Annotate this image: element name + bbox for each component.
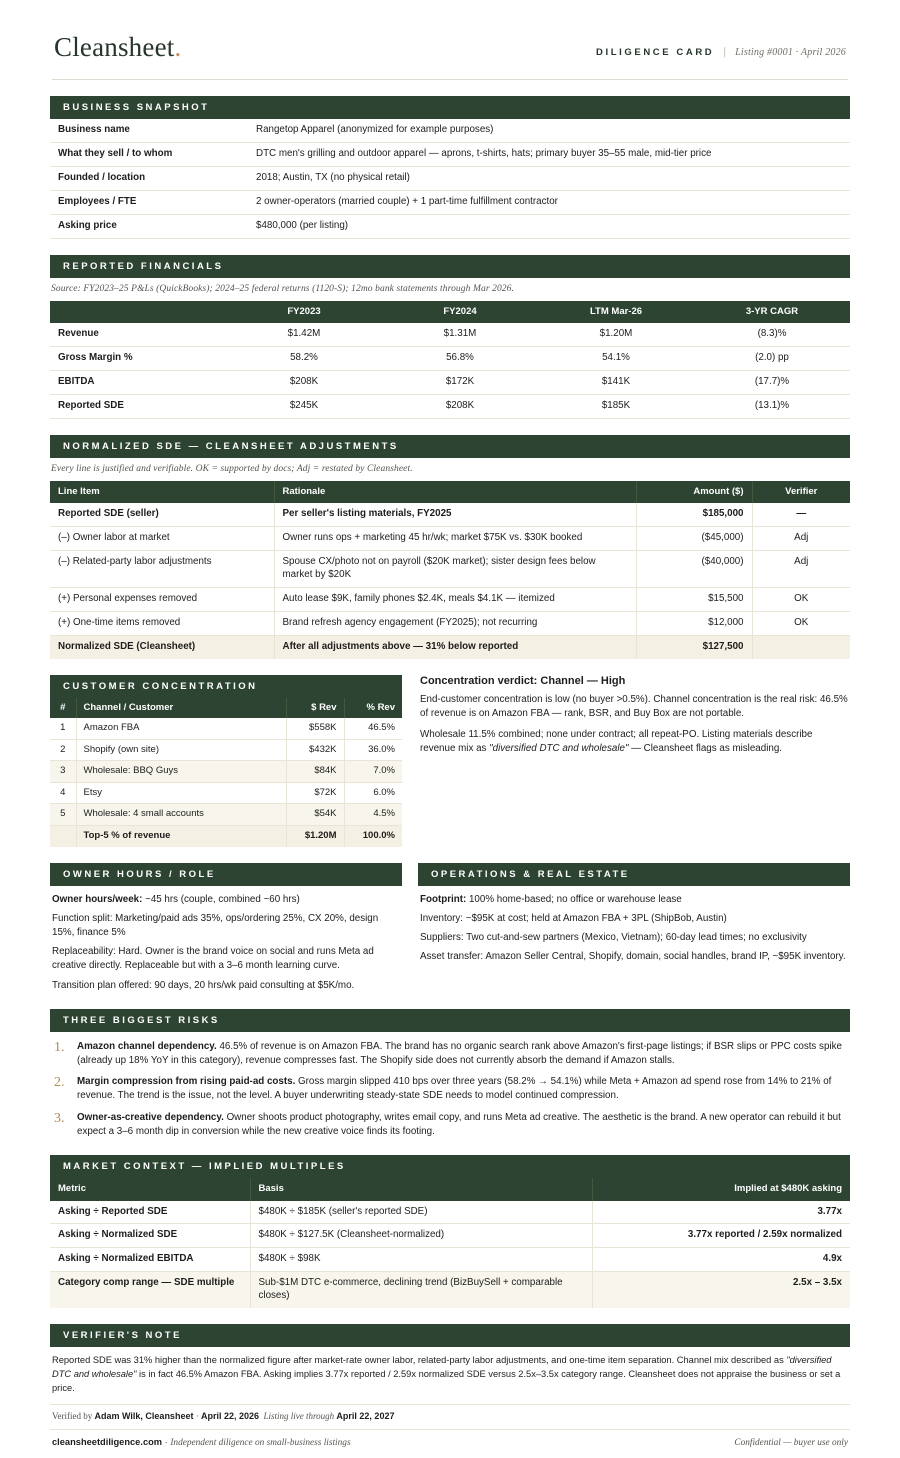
table-row [50,761,402,783]
channel-revenue: $54K [286,804,344,826]
cell-cagr: (8.3)% [694,323,850,346]
risk-text [77,1040,848,1068]
table-row [50,214,850,238]
channel-name: Wholesale: BBQ Guys [76,761,286,783]
section-title-market-context: MARKET CONTEXT — IMPLIED MULTIPLES [50,1155,850,1178]
column-header: Line Item [50,481,274,504]
channel-revenue: $558K [286,718,344,739]
snapshot-label: Founded / location [50,166,248,190]
channel-revenue: $432K [286,739,344,761]
multiple-implied: 2.5x – 3.5x [592,1272,850,1308]
verified-date: April 22, 2026 [200,1410,259,1421]
risk-number: 2. [54,1075,65,1091]
owner-hours-block [50,863,402,993]
vnote-quote: "diversified DTC and wholesale" [52,1355,832,1380]
normalized-sde-table [50,481,850,659]
table-row-total [50,635,850,658]
column-header: $ Rev [286,698,344,719]
adjustment-rationale: Auto lease $9K, family phones $2.4K, meals $4.1K — itemized [274,588,636,612]
section-title-normalized-sde: NORMALIZED SDE — CLEANSHEET ADJUSTMENTS [50,435,850,458]
list-item [54,1040,848,1068]
owner-line-2: Function split: Marketing/paid ads 35%, ops/ordering 25%, CX 20%, design 15%, finance 5% [52,912,379,938]
channel-name: Wholesale: 4 small accounts [76,804,286,826]
table-row [50,611,850,635]
cell-fy2023: $1.42M [226,323,382,346]
section-title-owner-hours: OWNER HOURS / ROLE [50,863,402,886]
multiple-basis: $480K ÷ $185K (seller's reported SDE) [250,1201,592,1224]
column-header: Rationale [274,481,636,504]
channel-percent: 46.5% [344,718,402,739]
adjustment-amount: $127,500 [636,635,752,658]
multiple-implied: 4.9x [592,1248,850,1272]
cell-fy2023: $245K [226,394,382,418]
ops-line-2: Inventory: ~$95K at cost; held at Amazon FBA + 3PL (ShipBob, Austin) [420,912,727,924]
column-header: % Rev [344,698,402,719]
snapshot-value: Rangetop Apparel (anonymized for example purposes) [248,119,850,142]
table-row [50,1201,850,1224]
verdict-title: Concentration verdict: Channel — High [420,674,626,687]
verifier-note-text [50,1347,850,1404]
metric-label: Revenue [50,323,226,346]
table-header-row [50,301,850,324]
masthead [50,26,850,79]
snapshot-label: What they sell / to whom [50,142,248,166]
cell-fy2024: $172K [382,370,538,394]
section-title-business-snapshot: BUSINESS SNAPSHOT [50,96,850,119]
verifier-name: Adam Wilk, Cleansheet [94,1410,194,1421]
multiple-metric: Category comp range — SDE multiple [50,1272,250,1308]
verdict-p2-b: — Cleansheet flags as misleading. [628,743,783,755]
table-row [50,588,850,612]
snapshot-label: Business name [50,119,248,142]
snapshot-label: Employees / FTE [50,190,248,214]
adjustment-item: (+) One-time items removed [50,611,274,635]
risk-text [77,1075,848,1103]
channel-revenue: $84K [286,761,344,783]
column-header [50,301,226,324]
channel-name: Etsy [76,782,286,804]
table-header-row [50,481,850,504]
implied-multiples-table [50,1178,850,1308]
table-row [50,1224,850,1248]
risk-text [77,1111,848,1139]
risk-body: Owner shoots product photography, writes email copy, and runs Meta ad creative. The aesthetic is the brand. A new operator can rebuild it but expect a 3–6 month dip in conversion while the new creative voice finds its footing. [77,1111,841,1137]
adjustment-item: (–) Related-party labor adjustments [50,551,274,588]
footer-left [52,1437,351,1448]
column-header: # [50,698,76,719]
adjustment-rationale: Spouse CX/photo not on payroll ($20K market); sister design fees below market by $20K [274,551,636,588]
financials-source-note: Source: FY2023–25 P&Ls (QuickBooks); 2024–25 federal returns (1120-S); 12mo bank statements through Mar 2026. [51,283,514,294]
table-row [50,347,850,371]
metric-label: Gross Margin % [50,347,226,371]
multiple-implied: 3.77x [592,1201,850,1224]
risks-list [50,1032,850,1139]
table-row [50,1272,850,1308]
section-title-verifier-note: VERIFIER'S NOTE [50,1324,850,1347]
ops-line-3: Suppliers: Two cut-and-sew partners (Mexico, Vietnam); 60-day lead times; no exclusivity [420,931,807,943]
snapshot-value: 2 owner-operators (married couple) + 1 part-time fulfillment contractor [248,190,850,214]
column-header: Implied at $480K asking [592,1178,850,1201]
adjustment-amount: ($40,000) [636,551,752,588]
column-header: 3-YR CAGR [694,301,850,324]
operations-prose [418,886,850,965]
cell-ltm: 54.1% [538,347,694,371]
table-row [50,142,850,166]
table-row [50,119,850,142]
column-header: Metric [50,1178,250,1201]
multiple-metric: Asking ÷ Reported SDE [50,1201,250,1224]
channel-percent: 6.0% [344,782,402,804]
column-header: Channel / Customer [76,698,286,719]
adjustment-verifier: — [752,503,850,526]
cell-ltm: $1.20M [538,323,694,346]
risk-number: 1. [54,1039,65,1055]
table-row [50,1248,850,1272]
customer-concentration-table [50,698,402,847]
rank: 2 [50,739,76,761]
table-row [50,718,402,739]
table-row [50,370,850,394]
signoff [50,1405,850,1429]
total-label: Top-5 % of revenue [76,826,286,847]
cell-cagr: (13.1)% [694,394,850,418]
column-header: FY2024 [382,301,538,324]
channel-percent: 7.0% [344,761,402,783]
table-row [50,527,850,551]
table-row-total [50,826,402,847]
total-percent: 100.0% [344,826,402,847]
section-normalized-sde [50,435,850,659]
multiple-basis: $480K ÷ $127.5K (Cleansheet-normalized) [250,1224,592,1248]
rank: 5 [50,804,76,826]
signoff-prefix: Verified by [52,1410,95,1421]
adjustment-verifier: OK [752,588,850,612]
risk-body: 46.5% of revenue is on Amazon FBA. The brand has no organic search rank above Amazon's first-page listings; if BSR slips or PPC costs spike (already up 18% YoY in this category), revenue compresses fast. The Shopify side does not currently absorb the demand if Amazon stalls. [77,1040,842,1066]
footprint-value: 100% home-based; no office or warehouse lease [466,893,682,905]
vnote-part-a: Reported SDE was 31% higher than the normalized figure after market-rate owner labor, related-party labor adjustments, and one-time item separation. Channel mix described as [52,1355,787,1366]
adjustment-rationale: Owner runs ops + marketing 45 hr/wk; market $75K vs. $30K booked [274,527,636,551]
section-reported-financials [50,255,850,419]
adjustment-rationale: After all adjustments above — 31% below reported [274,635,636,658]
risk-body: Gross margin slipped 410 bps over three years (58.2% → 54.1%) while Meta + Amazon ad spend rose from 14% to 21% of revenue. The trend is the issue, not the level. A buyer underwriting steady-state SDE needs to model continued compression. [77,1076,832,1102]
rank: 4 [50,782,76,804]
snapshot-label: Asking price [50,214,248,238]
adjustment-verifier [752,635,850,658]
adjustment-amount: $15,500 [636,588,752,612]
adjustment-item: (–) Owner labor at market [50,527,274,551]
cell-ltm: $141K [538,370,694,394]
section-title-operations: OPERATIONS & REAL ESTATE [418,863,850,886]
column-header: Amount ($) [636,481,752,504]
cell-ltm: $185K [538,394,694,418]
brand-logo-dot: . [174,32,182,62]
cell-fy2024: 56.8% [382,347,538,371]
section-business-snapshot [50,96,850,239]
owner-line-1 [52,893,400,907]
footprint-label: Footprint: [420,893,467,905]
list-item [54,1111,848,1139]
channel-name: Shopify (own site) [76,739,286,761]
verdict-p2-a: Wholesale 11.5% combined; none under contract; all repeat-PO. Listing materials describe revenue mix as [420,729,813,755]
section-title-risks: THREE BIGGEST RISKS [50,1009,850,1032]
page-footer [50,1430,850,1448]
table-row [50,166,850,190]
table-row [50,782,402,804]
cell-fy2024: $208K [382,394,538,418]
table-row [50,551,850,588]
verdict-paragraph-2 [418,728,850,756]
masthead-right [596,46,846,61]
adjustment-verifier: OK [752,611,850,635]
listing-live-label: Listing live through [263,1410,337,1421]
multiple-metric: Asking ÷ Normalized EBITDA [50,1248,250,1272]
snapshot-value: $480,000 (per listing) [248,214,850,238]
section-market-context [50,1155,850,1308]
adjustment-item: (+) Personal expenses removed [50,588,274,612]
listing-meta: Listing #0001 · April 2026 [735,47,846,58]
table-row [50,503,850,526]
adjustment-verifier: Adj [752,551,850,588]
channel-revenue: $72K [286,782,344,804]
column-header: Basis [250,1178,592,1201]
channel-name: Amazon FBA [76,718,286,739]
cell-fy2023: $208K [226,370,382,394]
channel-percent: 36.0% [344,739,402,761]
verdict-p2-quote: "diversified DTC and wholesale" [489,743,629,755]
document-kicker: DILIGENCE CARD [596,47,715,58]
adjustments-note: Every line is justified and verifiable. OK = supported by docs; Adj = restated by Cleansheet. [51,463,413,474]
owner-line-4: Transition plan offered: 90 days, 20 hrs/wk paid consulting at $5K/mo. [52,979,355,991]
section-title-reported-financials: REPORTED FINANCIALS [50,255,850,278]
section-title-customer-concentration: CUSTOMER CONCENTRATION [50,675,402,698]
adjustment-amount: ($45,000) [636,527,752,551]
adjustment-amount: $12,000 [636,611,752,635]
table-row [50,739,402,761]
risk-headline: Margin compression from rising paid-ad costs. [77,1076,296,1088]
adjustment-item: Normalized SDE (Cleansheet) [50,635,274,658]
section-three-biggest-risks [50,1009,850,1139]
column-header: FY2023 [226,301,382,324]
metric-label: Reported SDE [50,394,226,418]
footer-site[interactable]: cleansheetdiligence.com [52,1436,163,1447]
signoff-sep: · [193,1410,201,1421]
adjustment-amount: $185,000 [636,503,752,526]
brand-logo-text: Cleansheet [54,32,175,62]
table-row [50,394,850,418]
owner-hours-prose [50,886,402,993]
channel-percent: 4.5% [344,804,402,826]
owner-hours-value: ~45 hrs (couple, combined ~60 hrs) [142,893,300,905]
ops-line-1 [420,893,848,907]
masthead-rule [52,79,848,80]
total-revenue: $1.20M [286,826,344,847]
footer-confidential: Confidential — buyer use only [734,1437,848,1448]
adjustment-verifier: Adj [752,527,850,551]
multiple-implied: 3.77x reported / 2.59x normalized [592,1224,850,1248]
cell-fy2024: $1.31M [382,323,538,346]
brand-logo [54,34,181,61]
cell-cagr: (2.0) pp [694,347,850,371]
operations-block [418,863,850,965]
risk-number: 3. [54,1110,65,1126]
cell-fy2023: 58.2% [226,347,382,371]
listing-live-date: April 22, 2027 [336,1410,395,1421]
verdict-paragraph-1: End-customer concentration is low (no buyer >0.5%). Channel concentration is the real risk: 46.5% of revenue is on Amazon FBA — rank, BSR, and Buy Box are not portable. [420,693,848,720]
concentration-verdict [418,675,850,764]
business-snapshot-table [50,119,850,239]
table-row [50,804,402,826]
owner-hours-label: Owner hours/week: [52,893,143,905]
risk-headline: Amazon channel dependency. [77,1040,217,1052]
table-header-row [50,1178,850,1201]
list-item [54,1075,848,1103]
footer-tagline: Independent diligence on small-business listings [170,1437,351,1448]
table-header-row [50,698,402,719]
adjustment-item: Reported SDE (seller) [50,503,274,526]
owner-ops-columns [50,863,850,993]
rank: 3 [50,761,76,783]
adjustment-rationale: Brand refresh agency engagement (FY2025); not recurring [274,611,636,635]
table-row [50,190,850,214]
rank [50,826,76,847]
column-header: Verifier [752,481,850,504]
risk-headline: Owner-as-creative dependency. [77,1111,224,1123]
metric-label: EBITDA [50,370,226,394]
section-customer-concentration [50,675,850,847]
multiple-basis: Sub-$1M DTC e-commerce, declining trend (BizBuySell + comparable closes) [250,1272,592,1308]
masthead-divider: | [723,46,727,58]
owner-line-3: Replaceability: Hard. Owner is the brand voice on social and runs Meta ad creative directly. Replaceable but with a 3–6 month learning curve. [52,946,374,972]
concentration-columns [50,675,850,847]
multiple-basis: $480K ÷ $98K [250,1248,592,1272]
reported-financials-table [50,301,850,419]
section-owner-and-operations [50,863,850,993]
column-header: LTM Mar-26 [538,301,694,324]
snapshot-value: 2018; Austin, TX (no physical retail) [248,166,850,190]
ops-line-4: Asset transfer: Amazon Seller Central, Shopify, domain, social handles, brand IP, ~$95K inventory. [420,951,846,963]
snapshot-value: DTC men's grilling and outdoor apparel — aprons, t-shirts, hats; primary buyer 35–55 male, mid-tier price [248,142,850,166]
vnote-part-b: is in fact 46.5% Amazon FBA. Asking implies 3.77x reported / 2.59x normalized SDE versus 2.5x–3.5x category range. Cleansheet does not appraise the business or set a price. [52,1369,841,1393]
multiple-metric: Asking ÷ Normalized SDE [50,1224,250,1248]
cell-cagr: (17.7)% [694,370,850,394]
rank: 1 [50,718,76,739]
footer-sep: · [162,1436,171,1447]
section-verifier-note [50,1324,850,1448]
concentration-left [50,675,402,847]
adjustment-rationale: Per seller's listing materials, FY2025 [274,503,636,526]
table-row [50,323,850,346]
